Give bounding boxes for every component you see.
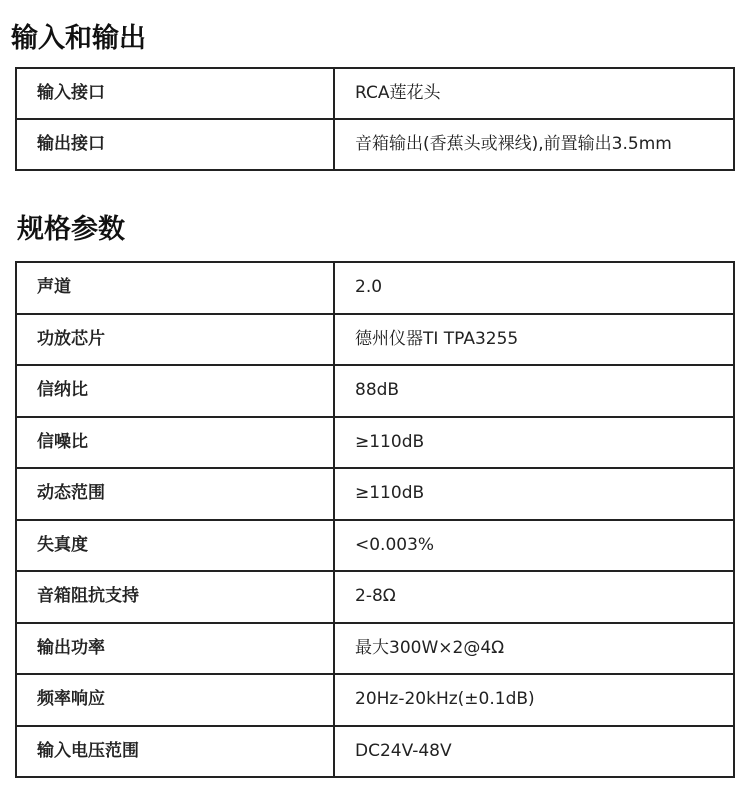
- table-row: [16, 417, 734, 469]
- row-label: 音箱阻抗支持: [16, 571, 334, 623]
- row-value: 音箱输出(香蕉头或裸线),前置输出3.5mm: [334, 119, 734, 170]
- row-label: 输入接口: [16, 68, 334, 119]
- spec-section-title: 规格参数: [17, 214, 125, 245]
- table-row: [16, 68, 734, 119]
- table-row: [16, 468, 734, 520]
- row-value: 2-8Ω: [334, 571, 734, 623]
- table-row: [16, 726, 734, 778]
- row-value: 20Hz-20kHz(±0.1dB): [334, 674, 734, 726]
- table-row: [16, 520, 734, 572]
- row-label: 声道: [16, 262, 334, 314]
- row-value: ≥110dB: [334, 417, 734, 469]
- row-value: <0.003%: [334, 520, 734, 572]
- row-value: DC24V-48V: [334, 726, 734, 778]
- row-label: 频率响应: [16, 674, 334, 726]
- row-value: 88dB: [334, 365, 734, 417]
- table-row: [16, 571, 734, 623]
- row-label: 失真度: [16, 520, 334, 572]
- row-label: 信噪比: [16, 417, 334, 469]
- row-label: 信纳比: [16, 365, 334, 417]
- row-value: 2.0: [334, 262, 734, 314]
- row-label: 输入电压范围: [16, 726, 334, 778]
- table-row: [16, 262, 734, 314]
- row-label: 输出功率: [16, 623, 334, 675]
- table-row: [16, 674, 734, 726]
- io-section-title: 输入和输出: [11, 23, 146, 54]
- row-label: 动态范围: [16, 468, 334, 520]
- row-label: 输出接口: [16, 119, 334, 170]
- table-row: [16, 623, 734, 675]
- spec-table: [15, 261, 735, 778]
- table-row: [16, 119, 734, 170]
- row-value: 德州仪器TI TPA3255: [334, 314, 734, 366]
- row-value: 最大300W×2@4Ω: [334, 623, 734, 675]
- row-label: 功放芯片: [16, 314, 334, 366]
- table-row: [16, 365, 734, 417]
- row-value: ≥110dB: [334, 468, 734, 520]
- row-value: RCA莲花头: [334, 68, 734, 119]
- table-row: [16, 314, 734, 366]
- io-table: [15, 67, 735, 171]
